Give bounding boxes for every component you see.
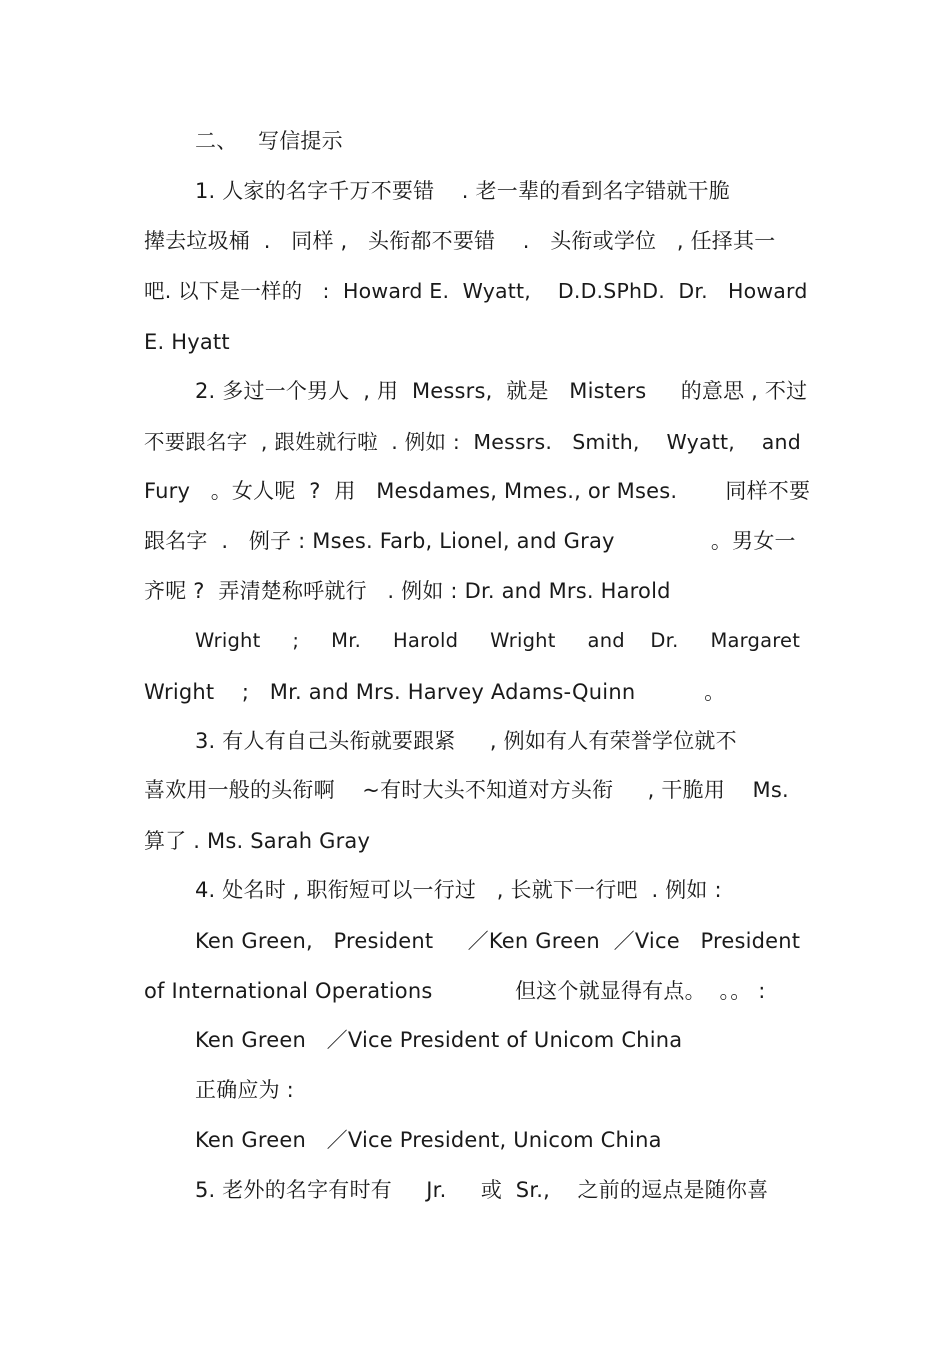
- paragraph-line: 不要跟名字 , 跟姓就行啦 . 例如 : Messrs. Smith, Wyatt, and: [144, 430, 801, 454]
- paragraph-line: 跟名字 . 例子 : Mses. Farb, Lionel, and Gray 。男女一: [144, 529, 796, 553]
- paragraph-line: 算了 . Ms. Sarah Gray: [144, 829, 371, 853]
- paragraph-line: Ken Green ／Vice President, Unicom China: [195, 1128, 662, 1152]
- paragraph-line: of International Operations 但这个就显得有点。 。。 :: [144, 979, 766, 1003]
- paragraph-line: 5. 老外的名字有时有 Jr. 或 Sr., 之前的逗点是随你喜: [195, 1178, 769, 1202]
- paragraph-line: Ken Green, President ／Ken Green ／Vice President: [195, 929, 801, 953]
- paragraph-line: 3. 有人有自己头衔就要跟紧 , 例如有人有荣誉学位就不: [195, 729, 737, 753]
- paragraph-line: 撵去垃圾桶 . 同样 , 头衔都不要错 . 头衔或学位 , 任择其一: [144, 229, 776, 253]
- paragraph-line: Wright ; Mr. Harold Wright and Dr. Margaret: [195, 629, 801, 652]
- paragraph-line: 喜欢用一般的头衔啊 ~有时大头不知道对方头衔 , 干脆用 Ms.: [144, 778, 789, 802]
- paragraph-line: 正确应为 :: [195, 1078, 294, 1102]
- paragraph-line: 1. 人家的名字千万不要错 . 老一辈的看到名字错就干脆: [195, 179, 730, 203]
- paragraph-line: 齐呢 ? 弄清楚称呼就行 . 例如 : Dr. and Mrs. Harold: [144, 579, 671, 603]
- paragraph-line: 2. 多过一个男人 , 用 Messrs, 就是 Misters 的意思 , 不过: [195, 379, 808, 403]
- paragraph-line: 4. 处名时 , 职衔短可以一行过 , 长就下一行吧 . 例如 :: [195, 878, 722, 902]
- paragraph-line: Ken Green ／Vice President of Unicom China: [195, 1028, 683, 1052]
- paragraph-line: 吧. 以下是一样的 : Howard E. Wyatt, D.D.SPhD. Dr. Howard: [144, 279, 808, 303]
- paragraph-line: E. Hyatt: [144, 330, 230, 354]
- paragraph-line: Fury 。女人呢 ? 用 Mesdames, Mmes., or Mses. 同样不要: [144, 479, 811, 503]
- section-heading: 二、 写信提示: [195, 129, 343, 153]
- paragraph-line: Wright ; Mr. and Mrs. Harvey Adams-Quinn 。: [144, 680, 726, 704]
